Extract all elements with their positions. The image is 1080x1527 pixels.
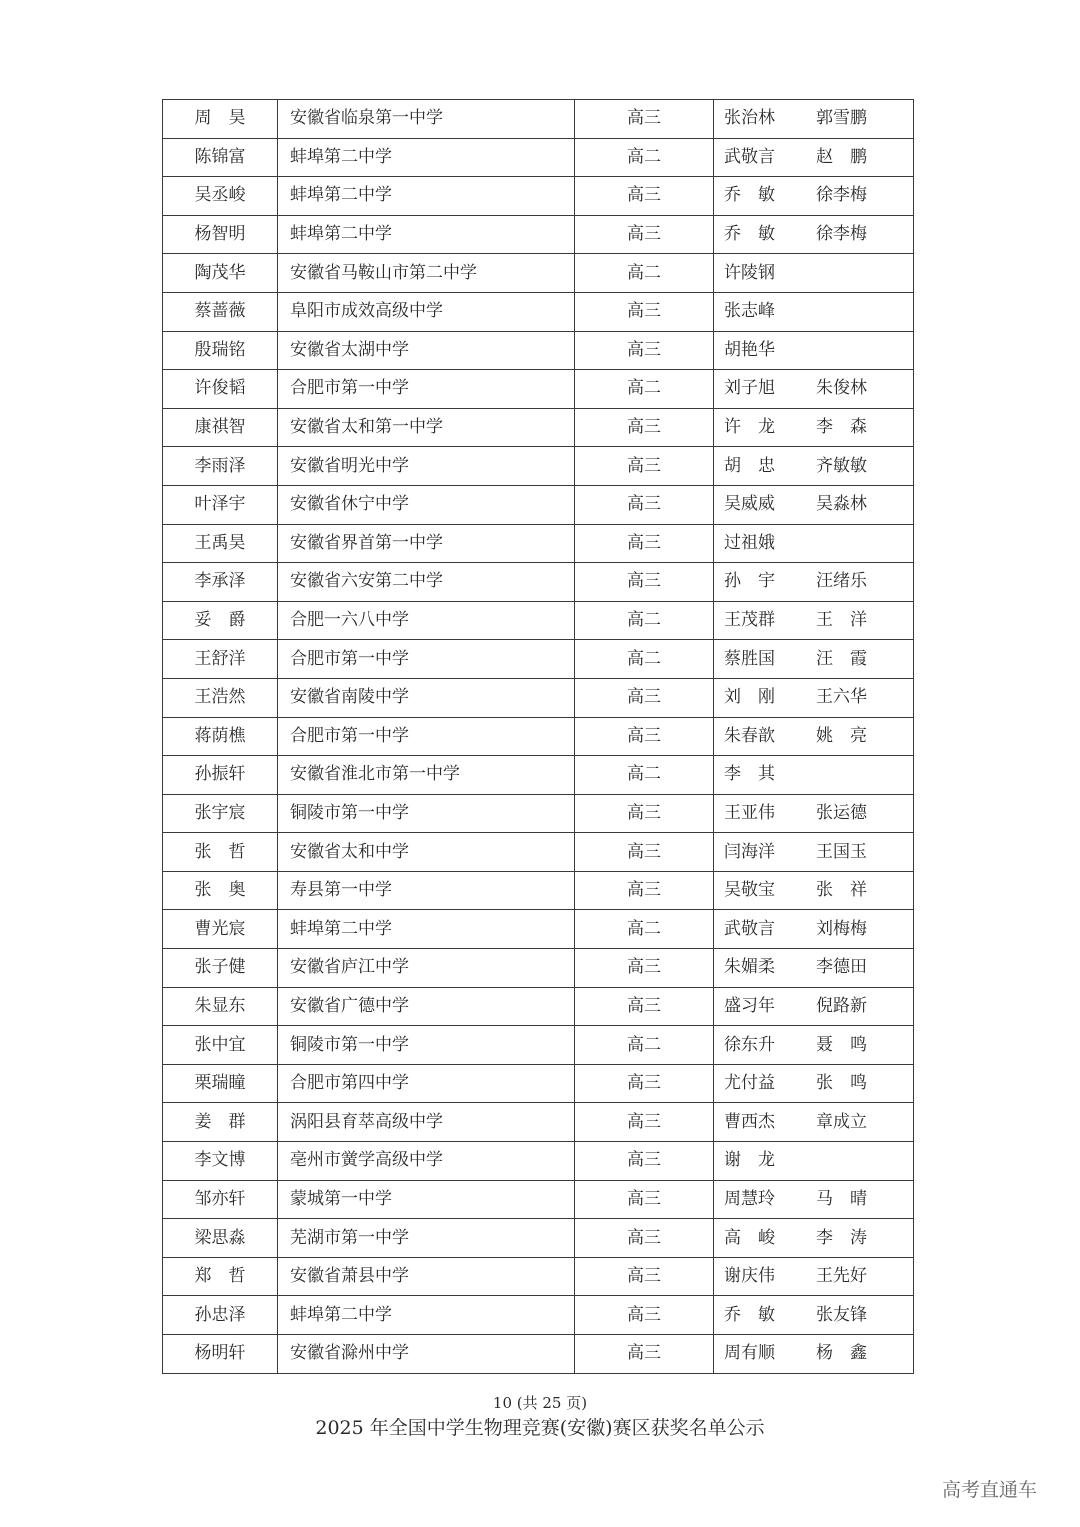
coaches-cell [714, 717, 914, 756]
grade: 高三 [575, 215, 714, 254]
coaches-cell [714, 871, 914, 910]
coach-primary: 武敬言 [724, 918, 775, 939]
coach-secondary: 张 鸣 [816, 1073, 867, 1094]
student-name: 李承泽 [163, 563, 278, 602]
grade: 高三 [575, 987, 714, 1026]
coach-secondary: 聂 鸣 [816, 1034, 867, 1055]
coaches-cell [714, 678, 914, 717]
grade: 高三 [575, 871, 714, 910]
coach-primary: 张志峰 [724, 301, 775, 322]
coaches [714, 766, 913, 783]
coaches-cell [714, 215, 914, 254]
coach-secondary: 郭雪鹏 [816, 108, 867, 129]
coaches [714, 1268, 913, 1285]
coaches [714, 918, 913, 939]
coaches-cell [714, 138, 914, 177]
student-name: 邹亦轩 [163, 1180, 278, 1219]
coaches-cell [714, 910, 914, 949]
coach-secondary: 李 涛 [816, 1227, 867, 1248]
coaches [714, 1227, 913, 1248]
school-name: 蒙城第一中学 [278, 1180, 575, 1219]
table-row [163, 177, 914, 216]
school-name: 合肥市第一中学 [278, 640, 575, 679]
coaches [714, 110, 913, 127]
grade: 高三 [575, 833, 714, 872]
student-name: 殷瑞铭 [163, 331, 278, 370]
grade: 高三 [575, 485, 714, 524]
coaches-cell [714, 1335, 914, 1374]
table-row [163, 1180, 914, 1219]
student-name: 李文博 [163, 1142, 278, 1181]
coaches [714, 187, 913, 204]
coach-primary: 胡 忠 [724, 455, 775, 476]
grade: 高三 [575, 408, 714, 447]
coach-primary: 尤付益 [724, 1073, 775, 1094]
student-name: 张 哲 [163, 833, 278, 872]
grade: 高三 [575, 447, 714, 486]
coach-secondary: 汪 霞 [816, 648, 867, 669]
coaches-cell [714, 1257, 914, 1296]
grade: 高三 [575, 331, 714, 370]
table-row [163, 601, 914, 640]
school-name: 安徽省界首第一中学 [278, 524, 575, 563]
school-name: 亳州市黉学高级中学 [278, 1142, 575, 1181]
coaches [714, 612, 913, 629]
school-name: 安徽省淮北市第一中学 [278, 756, 575, 795]
student-name: 康祺智 [163, 408, 278, 447]
coach-primary: 张治林 [724, 108, 775, 129]
coaches-cell [714, 485, 914, 524]
coach-primary: 朱媚柔 [724, 957, 775, 978]
grade: 高三 [575, 1335, 714, 1374]
coaches-cell [714, 1180, 914, 1219]
school-name: 安徽省滁州中学 [278, 1335, 575, 1374]
grade: 高三 [575, 794, 714, 833]
coaches [714, 648, 913, 669]
coach-secondary: 王 洋 [816, 610, 867, 631]
table-row [163, 1064, 914, 1103]
coach-primary: 徐东升 [724, 1034, 775, 1055]
student-name: 陈锦富 [163, 138, 278, 177]
table-row [163, 215, 914, 254]
grade: 高二 [575, 910, 714, 949]
coaches [714, 841, 913, 862]
student-name: 梁思淼 [163, 1219, 278, 1258]
school-name: 铜陵市第一中学 [278, 794, 575, 833]
table-row [163, 756, 914, 795]
coaches [714, 689, 913, 706]
school-name: 安徽省庐江中学 [278, 949, 575, 988]
coach-primary: 乔 敏 [724, 224, 775, 245]
school-name: 蚌埠第二中学 [278, 910, 575, 949]
coach-secondary: 姚 亮 [816, 725, 867, 746]
coaches-cell [714, 640, 914, 679]
table-row [163, 717, 914, 756]
student-name: 王舒洋 [163, 640, 278, 679]
coaches [714, 419, 913, 436]
table-row [163, 1219, 914, 1258]
coach-secondary: 王国玉 [816, 841, 867, 862]
coaches [714, 725, 913, 746]
table-row [163, 138, 914, 177]
coaches-cell [714, 794, 914, 833]
coaches-cell [714, 177, 914, 216]
award-list-body [163, 100, 914, 1374]
coach-secondary: 徐李梅 [816, 224, 867, 245]
school-name: 蚌埠第二中学 [278, 1296, 575, 1335]
student-name: 叶泽宇 [163, 485, 278, 524]
student-name: 吴丞峻 [163, 177, 278, 216]
grade: 高三 [575, 1180, 714, 1219]
school-name: 安徽省六安第二中学 [278, 563, 575, 602]
coach-primary: 孙 宇 [724, 571, 775, 592]
school-name: 合肥市第一中学 [278, 717, 575, 756]
coach-primary: 刘 刚 [724, 687, 775, 708]
coach-primary: 乔 敏 [724, 185, 775, 206]
coach-primary: 胡艳华 [724, 339, 775, 360]
school-name: 合肥一六八中学 [278, 601, 575, 640]
coach-secondary: 朱俊林 [816, 378, 867, 399]
table-row [163, 524, 914, 563]
coach-primary: 许陵钢 [724, 262, 775, 283]
grade: 高三 [575, 100, 714, 139]
table-row [163, 485, 914, 524]
school-name: 安徽省临泉第一中学 [278, 100, 575, 139]
grade: 高三 [575, 177, 714, 216]
grade: 高二 [575, 1026, 714, 1065]
grade: 高三 [575, 949, 714, 988]
coaches-cell [714, 331, 914, 370]
table-row [163, 254, 914, 293]
coaches [714, 802, 913, 823]
document-title: 2025 年全国中学生物理竞赛(安徽)赛区获奖名单公示 [315, 1417, 765, 1439]
coaches-cell [714, 949, 914, 988]
table-row [163, 678, 914, 717]
school-name: 蚌埠第二中学 [278, 177, 575, 216]
student-name: 王浩然 [163, 678, 278, 717]
coaches [714, 1152, 913, 1169]
student-name: 蒋荫樵 [163, 717, 278, 756]
student-name: 张 奥 [163, 871, 278, 910]
coaches [714, 339, 913, 360]
coach-primary: 过祖娥 [724, 532, 775, 553]
grade: 高二 [575, 254, 714, 293]
grade: 高三 [575, 1064, 714, 1103]
grade: 高三 [575, 1103, 714, 1142]
table-row [163, 1142, 914, 1181]
coaches [714, 262, 913, 283]
coaches-cell [714, 292, 914, 331]
coaches-cell [714, 254, 914, 293]
table-row [163, 1296, 914, 1335]
student-name: 杨明轩 [163, 1335, 278, 1374]
coach-primary: 王亚伟 [724, 802, 775, 823]
student-name: 孙振轩 [163, 756, 278, 795]
student-name: 栗瑞瞳 [163, 1064, 278, 1103]
grade: 高二 [575, 756, 714, 795]
coach-secondary: 杨 鑫 [816, 1343, 867, 1364]
coach-secondary: 张友锋 [816, 1304, 867, 1325]
coach-primary: 蔡胜国 [724, 648, 775, 669]
table-row [163, 1257, 914, 1296]
coaches [714, 1075, 913, 1092]
grade: 高三 [575, 1219, 714, 1258]
coaches [714, 1345, 913, 1362]
coach-secondary: 王先好 [816, 1266, 867, 1287]
grade: 高二 [575, 601, 714, 640]
grade: 高三 [575, 1296, 714, 1335]
watermark: 高考直通车 [942, 1479, 1038, 1501]
school-name: 安徽省马鞍山市第二中学 [278, 254, 575, 293]
coach-secondary: 章成立 [816, 1111, 867, 1132]
coaches-cell [714, 1103, 914, 1142]
coach-primary: 曹西杰 [724, 1111, 775, 1132]
coaches [714, 380, 913, 397]
coaches [714, 573, 913, 590]
school-name: 蚌埠第二中学 [278, 215, 575, 254]
student-name: 郑 哲 [163, 1257, 278, 1296]
coaches [714, 995, 913, 1016]
coaches-cell [714, 1142, 914, 1181]
table-row [163, 370, 914, 409]
grade: 高三 [575, 292, 714, 331]
school-name: 蚌埠第二中学 [278, 138, 575, 177]
school-name: 合肥市第一中学 [278, 370, 575, 409]
coach-primary: 周慧玲 [724, 1188, 775, 1209]
coaches [714, 532, 913, 553]
coaches [714, 496, 913, 513]
table-row [163, 100, 914, 139]
coach-secondary: 张运德 [816, 802, 867, 823]
coach-secondary: 李德田 [816, 957, 867, 978]
table-row [163, 949, 914, 988]
coaches [714, 1034, 913, 1055]
student-name: 王禹昊 [163, 524, 278, 563]
coach-primary: 乔 敏 [724, 1304, 775, 1325]
coach-secondary: 赵 鹏 [816, 146, 867, 167]
school-name: 安徽省太和第一中学 [278, 408, 575, 447]
student-name: 许俊韬 [163, 370, 278, 409]
coaches-cell [714, 408, 914, 447]
school-name: 芜湖市第一中学 [278, 1219, 575, 1258]
school-name: 安徽省萧县中学 [278, 1257, 575, 1296]
coaches-cell [714, 1219, 914, 1258]
coach-primary: 朱春歆 [724, 725, 775, 746]
coach-primary: 李 其 [724, 764, 775, 785]
coach-primary: 闫海洋 [724, 841, 775, 862]
coaches-cell [714, 833, 914, 872]
coaches [714, 1188, 913, 1209]
student-name: 张子健 [163, 949, 278, 988]
table-row [163, 563, 914, 602]
grade: 高二 [575, 370, 714, 409]
grade: 高三 [575, 717, 714, 756]
grade: 高三 [575, 678, 714, 717]
coach-primary: 武敬言 [724, 146, 775, 167]
coach-primary: 吴威威 [724, 494, 775, 515]
page-number: 10 (共 25 页) [492, 1394, 588, 1412]
school-name: 安徽省太湖中学 [278, 331, 575, 370]
grade: 高三 [575, 563, 714, 602]
coaches-cell [714, 1026, 914, 1065]
table-row [163, 833, 914, 872]
coach-primary: 许 龙 [724, 417, 775, 438]
school-name: 安徽省南陵中学 [278, 678, 575, 717]
coach-secondary: 徐李梅 [816, 185, 867, 206]
student-name: 妥 爵 [163, 601, 278, 640]
coach-primary: 王茂群 [724, 610, 775, 631]
coaches-cell [714, 447, 914, 486]
school-name: 安徽省太和中学 [278, 833, 575, 872]
student-name: 朱显东 [163, 987, 278, 1026]
student-name: 蔡蔷薇 [163, 292, 278, 331]
coach-secondary: 齐敏敏 [816, 455, 867, 476]
school-name: 涡阳县育萃高级中学 [278, 1103, 575, 1142]
school-name: 安徽省广德中学 [278, 987, 575, 1026]
coaches [714, 882, 913, 899]
coach-primary: 刘子旭 [724, 378, 775, 399]
coach-secondary: 汪绪乐 [816, 571, 867, 592]
table-row [163, 1103, 914, 1142]
table-row [163, 794, 914, 833]
coach-secondary: 王六华 [816, 687, 867, 708]
student-name: 张宇宸 [163, 794, 278, 833]
coach-primary: 高 峻 [724, 1227, 775, 1248]
coaches-cell [714, 524, 914, 563]
coaches-cell [714, 1064, 914, 1103]
coach-primary: 盛习年 [724, 995, 775, 1016]
coach-secondary: 李 森 [816, 417, 867, 438]
school-name: 安徽省明光中学 [278, 447, 575, 486]
table-row [163, 331, 914, 370]
student-name: 陶茂华 [163, 254, 278, 293]
grade: 高二 [575, 138, 714, 177]
coaches [714, 303, 913, 320]
table-row [163, 1335, 914, 1374]
school-name: 合肥市第四中学 [278, 1064, 575, 1103]
grade: 高二 [575, 640, 714, 679]
table-row [163, 408, 914, 447]
coach-primary: 吴敬宝 [724, 880, 775, 901]
table-row [163, 447, 914, 486]
student-name: 李雨泽 [163, 447, 278, 486]
table-row [163, 910, 914, 949]
coaches [714, 226, 913, 243]
coaches [714, 1111, 913, 1132]
table-row [163, 1026, 914, 1065]
coach-secondary: 吴淼林 [816, 494, 867, 515]
coaches [714, 1304, 913, 1325]
grade: 高三 [575, 524, 714, 563]
coaches-cell [714, 987, 914, 1026]
coach-primary: 周有顺 [724, 1343, 775, 1364]
student-name: 曹光宸 [163, 910, 278, 949]
school-name: 安徽省休宁中学 [278, 485, 575, 524]
grade: 高三 [575, 1142, 714, 1181]
coaches-cell [714, 601, 914, 640]
coaches-cell [714, 100, 914, 139]
coach-secondary: 马 晴 [816, 1188, 867, 1209]
coach-secondary: 倪路新 [816, 995, 867, 1016]
table-row [163, 871, 914, 910]
grade: 高三 [575, 1257, 714, 1296]
student-name: 周 昊 [163, 100, 278, 139]
student-name: 张中宜 [163, 1026, 278, 1065]
coaches-cell [714, 756, 914, 795]
coach-secondary: 刘梅梅 [816, 918, 867, 939]
coaches-cell [714, 563, 914, 602]
coaches [714, 146, 913, 167]
student-name: 姜 群 [163, 1103, 278, 1142]
coach-secondary: 张 祥 [816, 880, 867, 901]
school-name: 寿县第一中学 [278, 871, 575, 910]
coaches [714, 959, 913, 976]
school-name: 阜阳市成效高级中学 [278, 292, 575, 331]
coach-primary: 谢 龙 [724, 1150, 775, 1171]
award-list-table [162, 99, 914, 1374]
coaches [714, 455, 913, 476]
table-row [163, 640, 914, 679]
table-row [163, 292, 914, 331]
student-name: 孙忠泽 [163, 1296, 278, 1335]
table-row [163, 987, 914, 1026]
student-name: 杨智明 [163, 215, 278, 254]
school-name: 铜陵市第一中学 [278, 1026, 575, 1065]
coaches-cell [714, 370, 914, 409]
coach-primary: 谢庆伟 [724, 1266, 775, 1287]
coaches-cell [714, 1296, 914, 1335]
